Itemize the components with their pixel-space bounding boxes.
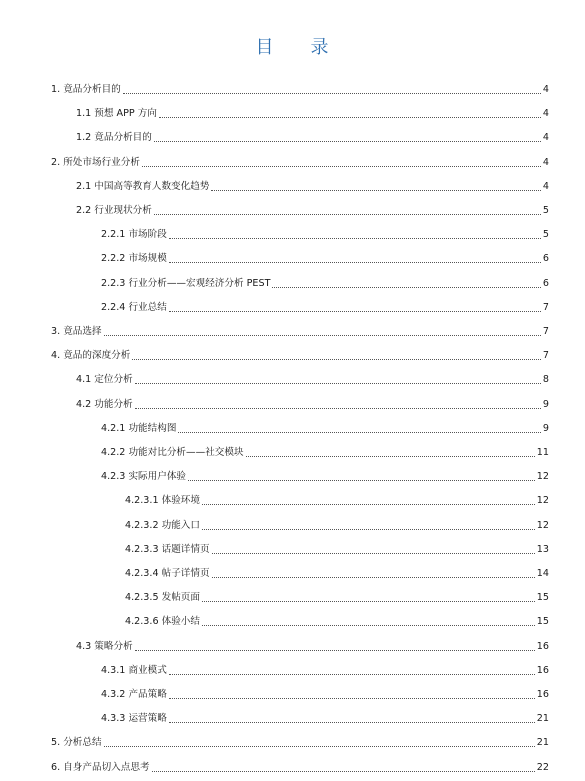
toc-dot-leader xyxy=(212,553,535,554)
toc-dot-leader xyxy=(202,625,535,626)
toc-entry-page: 15 xyxy=(536,592,549,604)
toc-entry-label: 3. 竟品选择 xyxy=(51,326,102,337)
toc-entry[interactable] xyxy=(0,564,585,580)
toc-entry[interactable] xyxy=(0,588,585,604)
toc-dot-leader xyxy=(154,141,541,142)
toc-entry[interactable] xyxy=(0,249,585,265)
toc-dot-leader xyxy=(152,771,535,772)
toc-entry-label: 2.2.1 市场阶段 xyxy=(101,229,167,241)
toc-entry-page: 4 xyxy=(542,132,549,144)
toc-entry-label: 1.1 预想 APP 方向 xyxy=(76,108,157,120)
toc-dot-leader xyxy=(246,456,535,457)
toc-entry[interactable] xyxy=(0,516,585,532)
toc-entry-page: 5 xyxy=(542,205,549,216)
toc-entry-page: 4 xyxy=(542,156,549,168)
toc-entry-label: 2.1 中国高等教育人数变化趋势 xyxy=(76,180,210,192)
toc-dot-leader xyxy=(154,214,541,215)
toc-entry-page: 5 xyxy=(542,229,549,241)
toc-dot-leader xyxy=(159,117,541,118)
toc-entry-label: 4.2.3.3 话题详情页 xyxy=(125,543,210,555)
toc-entry-page: 21 xyxy=(536,737,549,749)
toc-entry-page: 16 xyxy=(536,640,549,652)
toc-entry-page: 14 xyxy=(536,568,549,579)
toc-entry-page: 7 xyxy=(542,326,549,337)
toc-entry-page: 12 xyxy=(536,471,549,483)
toc-dot-leader xyxy=(202,504,535,505)
toc-entry-label: 2.2.3 行业分析——宏观经济分析 PEST xyxy=(101,277,271,289)
toc-dot-leader xyxy=(178,432,540,433)
toc-dot-leader xyxy=(169,311,541,312)
toc-entry[interactable] xyxy=(0,637,585,653)
toc-entry-label: 2.2.4 行业总结 xyxy=(101,301,167,313)
page-title-left: 目 xyxy=(255,37,275,58)
toc-entry-page: 6 xyxy=(542,277,549,289)
toc-entry-label: 4.2.3.1 体验环境 xyxy=(125,495,200,507)
toc-dot-leader xyxy=(188,480,535,481)
toc-entry-page: 6 xyxy=(542,253,549,265)
toc-dot-leader xyxy=(135,383,541,384)
toc-dot-leader xyxy=(169,698,535,699)
toc-entry[interactable] xyxy=(0,758,585,774)
toc-dot-leader xyxy=(169,722,535,723)
toc-entry-label: 4.2.3 实际用户体验 xyxy=(101,471,187,483)
toc-entry-page: 12 xyxy=(536,495,549,507)
toc-entry-label: 4.2.3.2 功能入口 xyxy=(125,519,200,531)
toc-dot-leader xyxy=(169,238,541,239)
toc-entry[interactable] xyxy=(0,370,585,386)
page-title xyxy=(0,33,585,59)
toc-dot-leader xyxy=(212,577,535,578)
toc-entry-label: 4.1 定位分析 xyxy=(76,374,133,386)
toc-entry-label: 5. 分析总结 xyxy=(51,737,102,749)
toc-entry[interactable] xyxy=(0,709,585,725)
toc-entry-label: 1. 竟品分析目的 xyxy=(51,84,121,95)
toc-entry[interactable] xyxy=(0,153,585,169)
toc-entry[interactable] xyxy=(0,274,585,290)
toc-entry[interactable] xyxy=(0,201,585,217)
toc-entry[interactable] xyxy=(0,661,585,677)
toc-entry[interactable] xyxy=(0,346,585,362)
toc-dot-leader xyxy=(135,408,541,409)
toc-entry[interactable] xyxy=(0,540,585,556)
toc-entry[interactable] xyxy=(0,177,585,193)
toc-entry[interactable] xyxy=(0,419,585,435)
toc-entry-page: 7 xyxy=(542,301,549,313)
toc-entry[interactable] xyxy=(0,395,585,411)
toc-entry-page: 4 xyxy=(542,180,549,192)
toc-entry-page: 8 xyxy=(542,374,549,386)
toc-dot-leader xyxy=(169,262,541,263)
toc-dot-leader xyxy=(104,746,535,747)
toc-entry-page: 9 xyxy=(542,422,549,434)
toc-entry-page: 16 xyxy=(536,664,549,676)
toc-entry-page: 4 xyxy=(542,108,549,120)
toc-entry[interactable] xyxy=(0,612,585,628)
toc-entry-label: 4.2.2 功能对比分析——社交模块 xyxy=(101,447,244,458)
toc-dot-leader xyxy=(272,287,540,288)
page-title-right: 录 xyxy=(310,37,330,58)
toc-entry[interactable] xyxy=(0,298,585,314)
toc-entry[interactable] xyxy=(0,443,585,459)
toc-dot-leader xyxy=(211,190,540,191)
toc-dot-leader xyxy=(123,93,541,94)
toc-dot-leader xyxy=(169,674,535,675)
toc-entry[interactable] xyxy=(0,128,585,144)
toc-entry-label: 4.3.1 商业模式 xyxy=(101,664,167,676)
toc-entry-page: 7 xyxy=(542,350,549,362)
toc-entry[interactable] xyxy=(0,733,585,749)
toc-entry-label: 1.2 竟品分析目的 xyxy=(76,132,152,144)
toc-dot-leader xyxy=(142,166,541,167)
toc-entry[interactable] xyxy=(0,685,585,701)
toc-entry-label: 4.2.3.6 体验小结 xyxy=(125,616,200,628)
toc-entry-label: 4. 竟品的深度分析 xyxy=(51,350,131,362)
toc-dot-leader xyxy=(202,529,535,530)
toc-dot-leader xyxy=(104,335,541,336)
toc-entry-label: 4.3.3 运营策略 xyxy=(101,713,167,725)
toc-dot-leader xyxy=(132,359,541,360)
toc-entry[interactable] xyxy=(0,104,585,120)
toc-entry-page: 4 xyxy=(542,84,549,95)
toc-entry-page: 16 xyxy=(536,689,549,700)
toc-entry[interactable] xyxy=(0,467,585,483)
toc-dot-leader xyxy=(135,650,535,651)
toc-entry-page: 12 xyxy=(536,519,549,531)
toc-entry-page: 22 xyxy=(536,761,549,773)
toc-entry-label: 2. 所处市场行业分析 xyxy=(51,156,140,168)
toc-entry-page: 21 xyxy=(536,713,549,725)
toc-entry-page: 13 xyxy=(536,543,549,555)
toc-entry-page: 9 xyxy=(542,398,549,410)
toc-entry-label: 4.3 策略分析 xyxy=(76,640,133,652)
toc-entry[interactable] xyxy=(0,322,585,338)
toc-entry-label: 4.2.3.5 发帖页面 xyxy=(125,592,200,604)
toc-entry-page: 15 xyxy=(536,616,549,628)
toc-entry-label: 2.2.2 市场规模 xyxy=(101,253,167,265)
toc-entry[interactable] xyxy=(0,225,585,241)
toc-entry-label: 4.3.2 产品策略 xyxy=(101,689,167,700)
toc-entry[interactable] xyxy=(0,80,585,96)
toc-entry-label: 4.2.1 功能结构图 xyxy=(101,422,177,434)
toc-dot-leader xyxy=(202,601,535,602)
toc-entry-label: 2.2 行业现状分析 xyxy=(76,205,152,216)
toc-entry[interactable] xyxy=(0,491,585,507)
toc-entry-label: 6. 自身产品切入点思考 xyxy=(51,761,150,773)
toc-entry-label: 4.2 功能分析 xyxy=(76,398,133,410)
toc-entry-label: 4.2.3.4 帖子详情页 xyxy=(125,568,210,579)
toc-entry-page: 11 xyxy=(536,447,549,458)
